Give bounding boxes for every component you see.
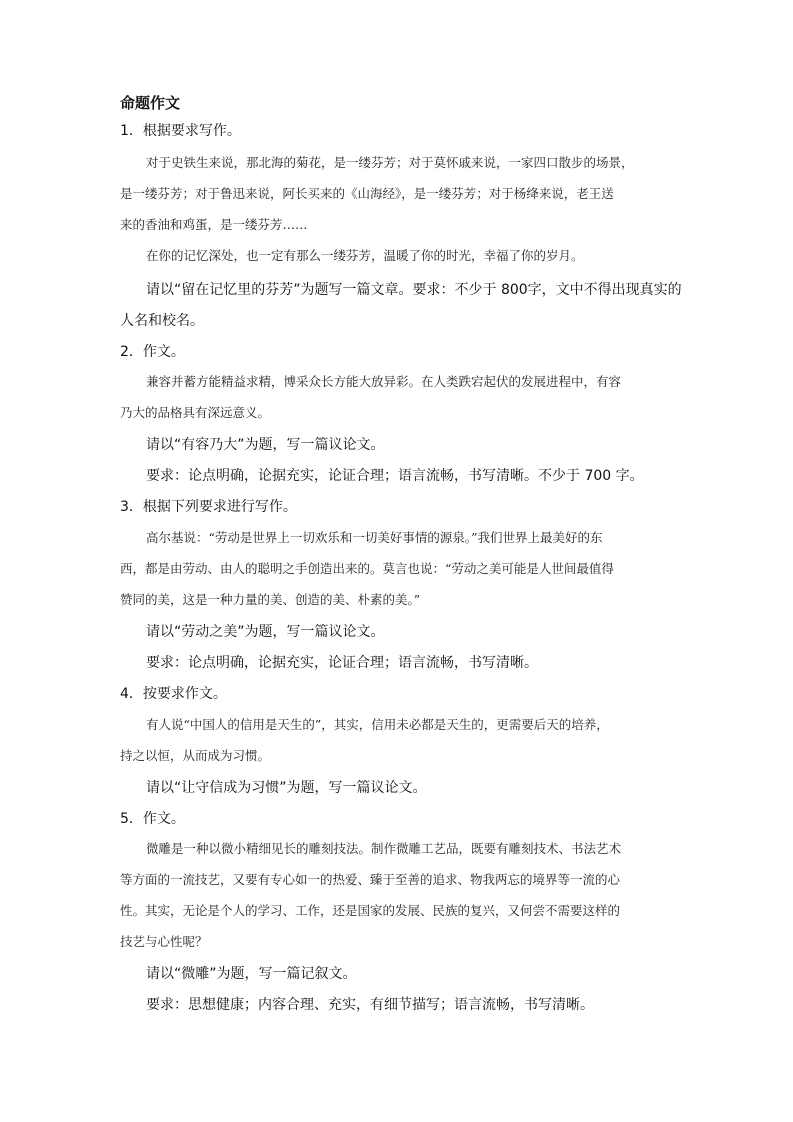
question-2-requirement-line: 要求：论点明确，论据充实，论证合理；语言流畅，书写清晰。不少于 700 字。 bbox=[146, 468, 644, 484]
question-3-heading: 3．根据下列要求进行写作。 bbox=[120, 499, 297, 515]
question-3-material-line: 赞同的美，这是一种力量的美、创造的美、朴素的美。” bbox=[120, 592, 421, 607]
question-1-heading: 1．根据要求写作。 bbox=[120, 123, 241, 139]
question-5-requirement-line: 请以“微雕”为题，写一篇记叙文。 bbox=[146, 966, 357, 982]
question-2-requirement-line: 请以“有容乃大”为题，写一篇议论文。 bbox=[146, 437, 385, 453]
question-5-heading: 5．作文。 bbox=[120, 811, 185, 827]
question-1-material-line: 来的香油和鸡蛋，是一缕芬芳…… bbox=[120, 217, 308, 232]
question-3-material-line: 高尔基说：“劳动是世界上一切欢乐和一切美好事情的源泉。”我们世界上最美好的东 bbox=[146, 530, 603, 545]
question-2-material-line: 兼容并蓄方能精益求精，博采众长方能大放异彩。在人类跌宕起伏的发展进程中，有容 bbox=[146, 374, 622, 389]
question-2-material-line: 乃大的品格具有深远意义。 bbox=[120, 405, 271, 420]
question-5-material-line: 微雕是一种以微小精细见长的雕刻技法。制作微雕工艺品，既要有雕刻技术、书法艺术 bbox=[146, 841, 622, 856]
question-3-requirement-line: 请以“劳动之美”为题，写一篇议论文。 bbox=[146, 624, 385, 640]
question-2-heading: 2．作文。 bbox=[120, 344, 185, 360]
question-1-material-line: 对于史铁生来说，那北海的菊花，是一缕芬芳；对于莫怀戚来说，一家四口散步的场景， bbox=[146, 155, 634, 170]
question-1-requirement-line: 请以“留在记忆里的芬芳”为题写一篇文章。要求：不少于 800字，文中不得出现真实的 bbox=[146, 282, 682, 298]
question-4-material-line: 有人说“中国人的信用是天生的”，其实，信用未必都是天生的，更需要后天的培养， bbox=[146, 717, 609, 732]
question-5-requirement-line: 要求：思想健康；内容合理、充实，有细节描写；语言流畅，书写清晰。 bbox=[146, 997, 594, 1013]
question-3-requirement-line: 要求：论点明确，论据充实，论证合理；语言流畅，书写清晰。 bbox=[146, 655, 538, 671]
question-3-material-line: 西，都是由劳动、由人的聪明之手创造出来的。莫言也说：“劳动之美可能是人世间最值得 bbox=[120, 561, 614, 576]
question-1-material-line: 在你的记忆深处，也一定有那么一缕芬芳，温暖了你的时光，幸福了你的岁月。 bbox=[146, 248, 584, 263]
question-5-material-line: 性。其实，无论是个人的学习、工作，还是国家的发展、民族的复兴，又何尝不需要这样的 bbox=[120, 903, 621, 918]
question-4-heading: 4．按要求作文。 bbox=[120, 686, 227, 702]
question-5-material-line: 等方面的一流技艺，又要有专心如一的热爱、臻于至善的追求、物我两忘的境界等一流的心 bbox=[120, 872, 621, 887]
question-4-requirement-line: 请以“让守信成为习惯”为题，写一篇议论文。 bbox=[146, 780, 427, 796]
question-1-requirement-line: 人名和校名。 bbox=[120, 313, 204, 329]
question-1-material-line: 是一缕芬芳；对于鲁迅来说，阿长买来的《山海经》，是一缕芬芳；对于杨绛来说，老王送 bbox=[120, 186, 614, 201]
section-title: 命题作文 bbox=[120, 94, 181, 112]
question-5-material-line: 技艺与心性呢？ bbox=[120, 934, 208, 949]
question-4-material-line: 持之以恒，从而成为习惯。 bbox=[120, 748, 271, 763]
